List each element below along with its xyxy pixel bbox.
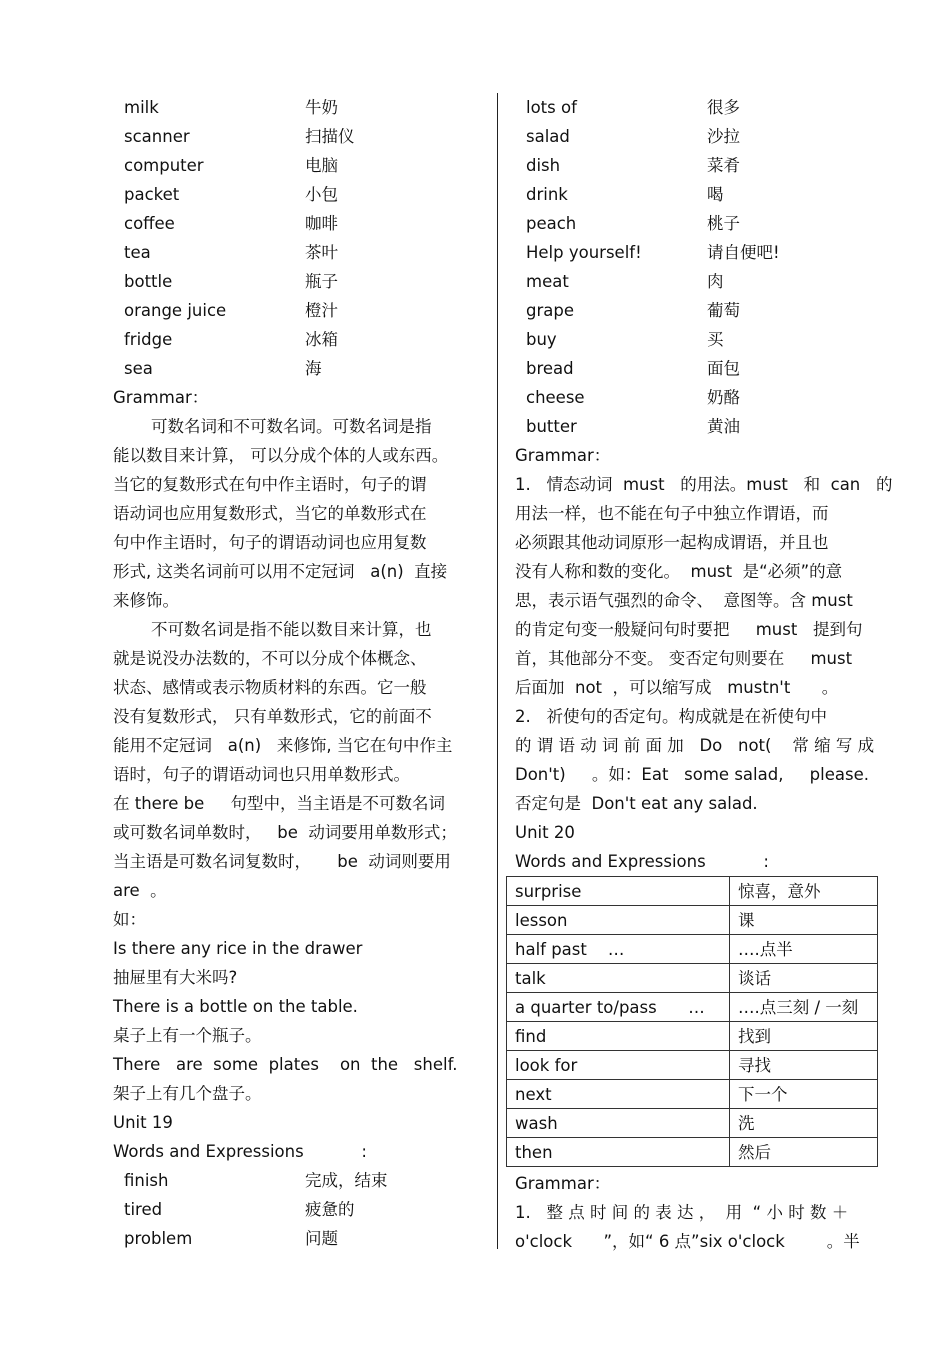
table-cell-chinese: ….点三刻 / 一刻 bbox=[730, 993, 878, 1022]
vocab-row bbox=[515, 93, 885, 122]
grammar-heading: Grammar： bbox=[113, 388, 209, 407]
table-cell-english: surprise bbox=[507, 877, 730, 906]
text-line: 2. 祈使句的否定句。构成就是在祈使句中 bbox=[515, 707, 827, 726]
text-line: 当主语是可数名词复数时， be 动词则要用 bbox=[113, 852, 451, 871]
table-cell-english: half past … bbox=[507, 935, 730, 964]
vocab-english: bottle bbox=[124, 272, 173, 291]
vocab-chinese: 菜肴 bbox=[707, 156, 740, 175]
vocab-chinese: 橙汁 bbox=[305, 301, 338, 320]
table-cell-english: wash bbox=[507, 1109, 730, 1138]
vocab-chinese: 沙拉 bbox=[707, 127, 740, 146]
text-line: There is a bottle on the table. bbox=[113, 997, 358, 1016]
table-row bbox=[507, 1051, 878, 1080]
vocab-row bbox=[113, 325, 481, 354]
text-line: 形式, 这类名词前可以用不定冠词 a(n) 直接 bbox=[113, 562, 448, 581]
text-line: 状态、感情或表示物质材料的东西。它一般 bbox=[113, 678, 427, 697]
text-line: 没有人称和数的变化。 must 是“必须”的意 bbox=[515, 562, 843, 581]
vocab-chinese: 咖啡 bbox=[305, 214, 338, 233]
vocab-english: milk bbox=[124, 98, 159, 117]
vocab-chinese: 扫描仪 bbox=[305, 127, 355, 146]
text-line: 架子上有几个盘子。 bbox=[113, 1084, 262, 1103]
vocab-list-unit19 bbox=[113, 1166, 481, 1253]
vocab-chinese: 肉 bbox=[707, 272, 724, 291]
unit-20-vocab-table bbox=[506, 876, 878, 1167]
text-line: 1. 情态动词 must 的用法。must 和 can 的 bbox=[515, 475, 893, 494]
vocab-chinese: 完成，结束 bbox=[305, 1171, 388, 1190]
words-expressions-heading: Words and Expressions : bbox=[515, 852, 769, 871]
vocab-row bbox=[113, 209, 481, 238]
text-line: are 。 bbox=[113, 881, 167, 900]
text-line: o'clock ”，如“ 6 点”six o'clock 。半 bbox=[515, 1232, 860, 1251]
table-cell-chinese: 谈话 bbox=[730, 964, 878, 993]
vocab-list-unit19-cont bbox=[515, 93, 885, 441]
table-cell-chinese: 惊喜，意外 bbox=[730, 877, 878, 906]
vocab-chinese: 瓶子 bbox=[305, 272, 338, 291]
text-line: 或可数名词单数时， be 动词要用单数形式； bbox=[113, 823, 457, 842]
table-row bbox=[507, 1022, 878, 1051]
vocab-chinese: 电脑 bbox=[305, 156, 338, 175]
vocab-english: meat bbox=[526, 272, 569, 291]
vocab-english: buy bbox=[526, 330, 557, 349]
vocab-row bbox=[113, 1195, 481, 1224]
vocab-english: butter bbox=[526, 417, 577, 436]
vocab-english: salad bbox=[526, 127, 570, 146]
vocab-row bbox=[515, 267, 885, 296]
table-cell-chinese: 找到 bbox=[730, 1022, 878, 1051]
vocab-chinese: 请自便吧! bbox=[707, 243, 780, 262]
vocab-row bbox=[113, 354, 481, 383]
vocab-english: grape bbox=[526, 301, 574, 320]
vocab-chinese: 海 bbox=[305, 359, 322, 378]
table-row bbox=[507, 964, 878, 993]
vocab-row bbox=[113, 151, 481, 180]
text-line: 的肯定句变一般疑问句时要把 must 提到句 bbox=[515, 620, 863, 639]
vocab-row bbox=[515, 209, 885, 238]
vocab-english: packet bbox=[124, 185, 180, 204]
vocab-row bbox=[515, 296, 885, 325]
vocab-chinese: 面包 bbox=[707, 359, 740, 378]
table-row bbox=[507, 1138, 878, 1167]
unit-19-heading: Unit 19 bbox=[113, 1113, 173, 1132]
grammar-heading-2: Grammar： bbox=[515, 1174, 611, 1193]
table-row bbox=[507, 935, 878, 964]
vocab-chinese: 小包 bbox=[305, 185, 338, 204]
grammar-paragraph-must bbox=[515, 470, 893, 702]
vocab-english: problem bbox=[124, 1229, 193, 1248]
vocab-chinese: 桃子 bbox=[707, 214, 740, 233]
table-cell-chinese: ….点半 bbox=[730, 935, 878, 964]
vocab-english: cheese bbox=[526, 388, 585, 407]
text-line: 后面加 not ，可以缩写成 mustn't 。 bbox=[515, 678, 839, 697]
vocab-chinese: 买 bbox=[707, 330, 724, 349]
left-column bbox=[113, 93, 481, 1253]
vocab-english: fridge bbox=[124, 330, 173, 349]
vocab-row bbox=[113, 296, 481, 325]
vocab-english: Help yourself! bbox=[526, 243, 642, 262]
vocab-row bbox=[113, 267, 481, 296]
text-line: 当它的复数形式在句中作主语时，句子的谓 bbox=[113, 475, 427, 494]
table-cell-english: next bbox=[507, 1080, 730, 1109]
table-row bbox=[507, 906, 878, 935]
text-line: 语动词也应用复数形式，当它的单数形式在 bbox=[113, 504, 427, 523]
vocab-english: computer bbox=[124, 156, 204, 175]
text-line: 能用不定冠词 a(n) 来修饰, 当它在句中作主 bbox=[113, 736, 453, 755]
text-line: 可数名词和不可数名词。可数名词是指 bbox=[151, 417, 432, 436]
text-line: 首，其他部分不变。 变否定句则要在 must bbox=[515, 649, 853, 668]
vocab-row bbox=[113, 1166, 481, 1195]
text-line: 1. 整 点 时 间 的 表 达 ， 用 “ 小 时 数 ＋ bbox=[515, 1203, 849, 1222]
text-line: 思，表示语气强烈的命令、 意图等。含 must bbox=[515, 591, 853, 610]
grammar-paragraph-countable bbox=[113, 412, 481, 615]
text-line: 能以数目来计算， 可以分成个体的人或东西。 bbox=[113, 446, 449, 465]
text-line: 在 there be 句型中，当主语是不可数名词 bbox=[113, 794, 445, 813]
vocab-row bbox=[515, 180, 885, 209]
vocab-english: scanner bbox=[124, 127, 190, 146]
vocab-chinese: 疲惫的 bbox=[305, 1200, 355, 1219]
vocab-chinese: 冰箱 bbox=[305, 330, 338, 349]
vocab-english: sea bbox=[124, 359, 153, 378]
vocab-row bbox=[113, 238, 481, 267]
vocab-chinese: 喝 bbox=[707, 185, 724, 204]
text-line: 必须跟其他动词原形一起构成谓语，并且也 bbox=[515, 533, 829, 552]
table-cell-chinese: 然后 bbox=[730, 1138, 878, 1167]
vocab-english: tea bbox=[124, 243, 151, 262]
vocab-row bbox=[515, 383, 885, 412]
text-line: 用法一样，也不能在句子中独立作谓语，而 bbox=[515, 504, 829, 523]
vocab-chinese: 奶酪 bbox=[707, 388, 740, 407]
text-line: 来修饰。 bbox=[113, 591, 179, 610]
text-line: 语时，句子的谓语动词也只用单数形式。 bbox=[113, 765, 410, 784]
text-line: 没有复数形式， 只有单数形式，它的前面不 bbox=[113, 707, 432, 726]
table-cell-chinese: 课 bbox=[730, 906, 878, 935]
right-column bbox=[515, 93, 893, 1256]
vocab-english: coffee bbox=[124, 214, 175, 233]
vocab-row bbox=[515, 151, 885, 180]
table-row bbox=[507, 1109, 878, 1138]
vocab-row bbox=[113, 180, 481, 209]
table-cell-chinese: 洗 bbox=[730, 1109, 878, 1138]
vocab-english: drink bbox=[526, 185, 568, 204]
text-line: 的 谓 语 动 词 前 面 加 Do not( 常 缩 写 成 bbox=[515, 736, 875, 755]
grammar-heading: Grammar： bbox=[515, 446, 611, 465]
vocab-english: finish bbox=[124, 1171, 169, 1190]
vocab-chinese: 问题 bbox=[305, 1229, 338, 1248]
table-cell-chinese: 下一个 bbox=[730, 1080, 878, 1109]
vocab-row bbox=[515, 354, 885, 383]
table-row bbox=[507, 1080, 878, 1109]
vocab-english: orange juice bbox=[124, 301, 227, 320]
vocab-row bbox=[113, 1224, 481, 1253]
vocab-row bbox=[515, 325, 885, 354]
vocab-chinese: 牛奶 bbox=[305, 98, 338, 117]
text-line: 不可数名词是指不能以数目来计算，也 bbox=[151, 620, 432, 639]
example-label: 如： bbox=[113, 910, 146, 929]
table-cell-english: then bbox=[507, 1138, 730, 1167]
vocab-row bbox=[515, 238, 885, 267]
text-line: 否定句是 Don't eat any salad. bbox=[515, 794, 758, 813]
text-line: Don't) 。如：Eat some salad, please. bbox=[515, 765, 869, 784]
table-cell-english: look for bbox=[507, 1051, 730, 1080]
table-row bbox=[507, 877, 878, 906]
grammar-paragraph-imperative bbox=[515, 702, 885, 818]
grammar-paragraph-there-be bbox=[113, 789, 481, 905]
vocab-english: bread bbox=[526, 359, 574, 378]
text-line: 桌子上有一个瓶子。 bbox=[113, 1026, 262, 1045]
vocab-chinese: 很多 bbox=[707, 98, 740, 117]
vocab-chinese: 茶叶 bbox=[305, 243, 338, 262]
grammar-paragraph-time bbox=[515, 1198, 885, 1256]
vocab-english: dish bbox=[526, 156, 561, 175]
vocab-english: peach bbox=[526, 214, 577, 233]
text-line: 抽屉里有大米吗? bbox=[113, 968, 238, 987]
vocab-list-unit18 bbox=[113, 93, 481, 383]
table-cell-english: lesson bbox=[507, 906, 730, 935]
unit-20-heading: Unit 20 bbox=[515, 823, 575, 842]
table-cell-english: find bbox=[507, 1022, 730, 1051]
vocab-english: tired bbox=[124, 1200, 163, 1219]
vocab-row bbox=[515, 412, 885, 441]
vocab-chinese: 葡萄 bbox=[707, 301, 740, 320]
vocab-chinese: 黄油 bbox=[707, 417, 740, 436]
text-line: Is there any rice in the drawer bbox=[113, 939, 363, 958]
table-cell-english: a quarter to/pass … bbox=[507, 993, 730, 1022]
vocab-row bbox=[515, 122, 885, 151]
column-divider bbox=[497, 93, 498, 1249]
table-cell-english: talk bbox=[507, 964, 730, 993]
vocab-row bbox=[113, 122, 481, 151]
text-line: 句中作主语时，句子的谓语动词也应用复数 bbox=[113, 533, 427, 552]
text-line: 就是说没办法数的，不可以分成个体概念、 bbox=[113, 649, 427, 668]
text-line: There are some plates on the shelf. bbox=[113, 1055, 458, 1074]
words-expressions-heading: Words and Expressions : bbox=[113, 1142, 367, 1161]
table-row bbox=[507, 993, 878, 1022]
vocab-english: lots of bbox=[526, 98, 577, 117]
grammar-paragraph-uncountable bbox=[113, 615, 481, 789]
table-cell-chinese: 寻找 bbox=[730, 1051, 878, 1080]
vocab-row bbox=[113, 93, 481, 122]
example-sentences bbox=[113, 934, 481, 1108]
